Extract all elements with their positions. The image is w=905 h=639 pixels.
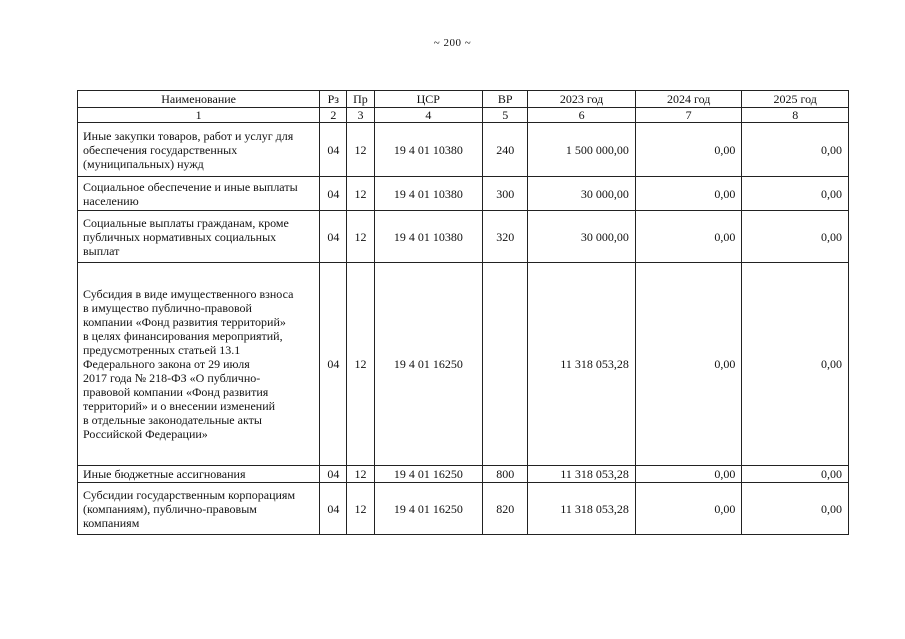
header-name: Наименование — [78, 91, 320, 108]
header-2023: 2023 год — [528, 91, 636, 108]
row-name: Субсидии государственным корпорациям (компаниям), публично-правовым компаниям — [78, 483, 320, 535]
row-vr: 320 — [483, 211, 528, 263]
row-vr: 240 — [483, 123, 528, 177]
header-2024: 2024 год — [635, 91, 742, 108]
row-csr: 19 4 01 16250 — [374, 263, 483, 466]
row-2023: 11 318 053,28 — [528, 263, 636, 466]
row-pr: 12 — [347, 263, 374, 466]
column-number: 4 — [374, 108, 483, 123]
header-csr: ЦСР — [374, 91, 483, 108]
row-2024: 0,00 — [635, 211, 742, 263]
row-2025: 0,00 — [742, 123, 849, 177]
table-row — [78, 466, 849, 483]
row-pr: 12 — [347, 123, 374, 177]
header-2025: 2025 год — [742, 91, 849, 108]
row-rz: 04 — [320, 483, 347, 535]
row-vr: 800 — [483, 466, 528, 483]
row-2024: 0,00 — [635, 483, 742, 535]
row-pr: 12 — [347, 483, 374, 535]
header-rz: Рз — [320, 91, 347, 108]
row-2023: 30 000,00 — [528, 177, 636, 211]
table-row — [78, 263, 849, 466]
row-vr: 300 — [483, 177, 528, 211]
row-2024: 0,00 — [635, 466, 742, 483]
row-csr: 19 4 01 10380 — [374, 177, 483, 211]
budget-table — [77, 90, 849, 535]
row-rz: 04 — [320, 123, 347, 177]
row-2023: 11 318 053,28 — [528, 483, 636, 535]
row-2025: 0,00 — [742, 263, 849, 466]
row-csr: 19 4 01 10380 — [374, 123, 483, 177]
row-2024: 0,00 — [635, 263, 742, 466]
row-rz: 04 — [320, 466, 347, 483]
row-rz: 04 — [320, 263, 347, 466]
column-number: 1 — [78, 108, 320, 123]
table-row — [78, 123, 849, 177]
row-2023: 30 000,00 — [528, 211, 636, 263]
row-2024: 0,00 — [635, 177, 742, 211]
row-pr: 12 — [347, 466, 374, 483]
column-number: 2 — [320, 108, 347, 123]
row-vr — [483, 263, 528, 466]
row-name: Социальные выплаты гражданам, кроме публичных нормативных социальных выплат — [78, 211, 320, 263]
row-pr: 12 — [347, 211, 374, 263]
row-csr: 19 4 01 16250 — [374, 466, 483, 483]
header-vr: ВР — [483, 91, 528, 108]
header-row — [78, 91, 849, 108]
column-number: 8 — [742, 108, 849, 123]
header-pr: Пр — [347, 91, 374, 108]
row-2024: 0,00 — [635, 123, 742, 177]
row-2025: 0,00 — [742, 483, 849, 535]
page-number: ~ 200 ~ — [433, 37, 472, 49]
row-2023: 1 500 000,00 — [528, 123, 636, 177]
row-name: Социальное обеспечение и иные выплаты населению — [78, 177, 320, 211]
row-rz: 04 — [320, 211, 347, 263]
row-2025: 0,00 — [742, 177, 849, 211]
row-csr: 19 4 01 16250 — [374, 483, 483, 535]
row-2023: 11 318 053,28 — [528, 466, 636, 483]
row-2025: 0,00 — [742, 211, 849, 263]
row-csr: 19 4 01 10380 — [374, 211, 483, 263]
row-name: Субсидия в виде имущественного взноса в имущество публично-правовой компании «Фонд развития территорий» в целях финансирования мероприятий, предусмотренных статьей 13.1 Федерального закона от 29 июля 2017 года № 218-ФЗ «О публично- правовой компании «Фонд развития территорий» и о внесении изменений в отдельные законодательные акты Российской Федерации» — [78, 263, 320, 466]
row-vr: 820 — [483, 483, 528, 535]
row-name: Иные бюджетные ассигнования — [78, 466, 320, 483]
table-row — [78, 211, 849, 263]
row-name: Иные закупки товаров, работ и услуг для обеспечения государственных (муниципальных) нужд — [78, 123, 320, 177]
column-number-row — [78, 108, 849, 123]
column-number: 3 — [347, 108, 374, 123]
row-rz: 04 — [320, 177, 347, 211]
table-row — [78, 483, 849, 535]
column-number: 7 — [635, 108, 742, 123]
row-pr: 12 — [347, 177, 374, 211]
table-row — [78, 177, 849, 211]
row-2025: 0,00 — [742, 466, 849, 483]
column-number: 5 — [483, 108, 528, 123]
column-number: 6 — [528, 108, 636, 123]
